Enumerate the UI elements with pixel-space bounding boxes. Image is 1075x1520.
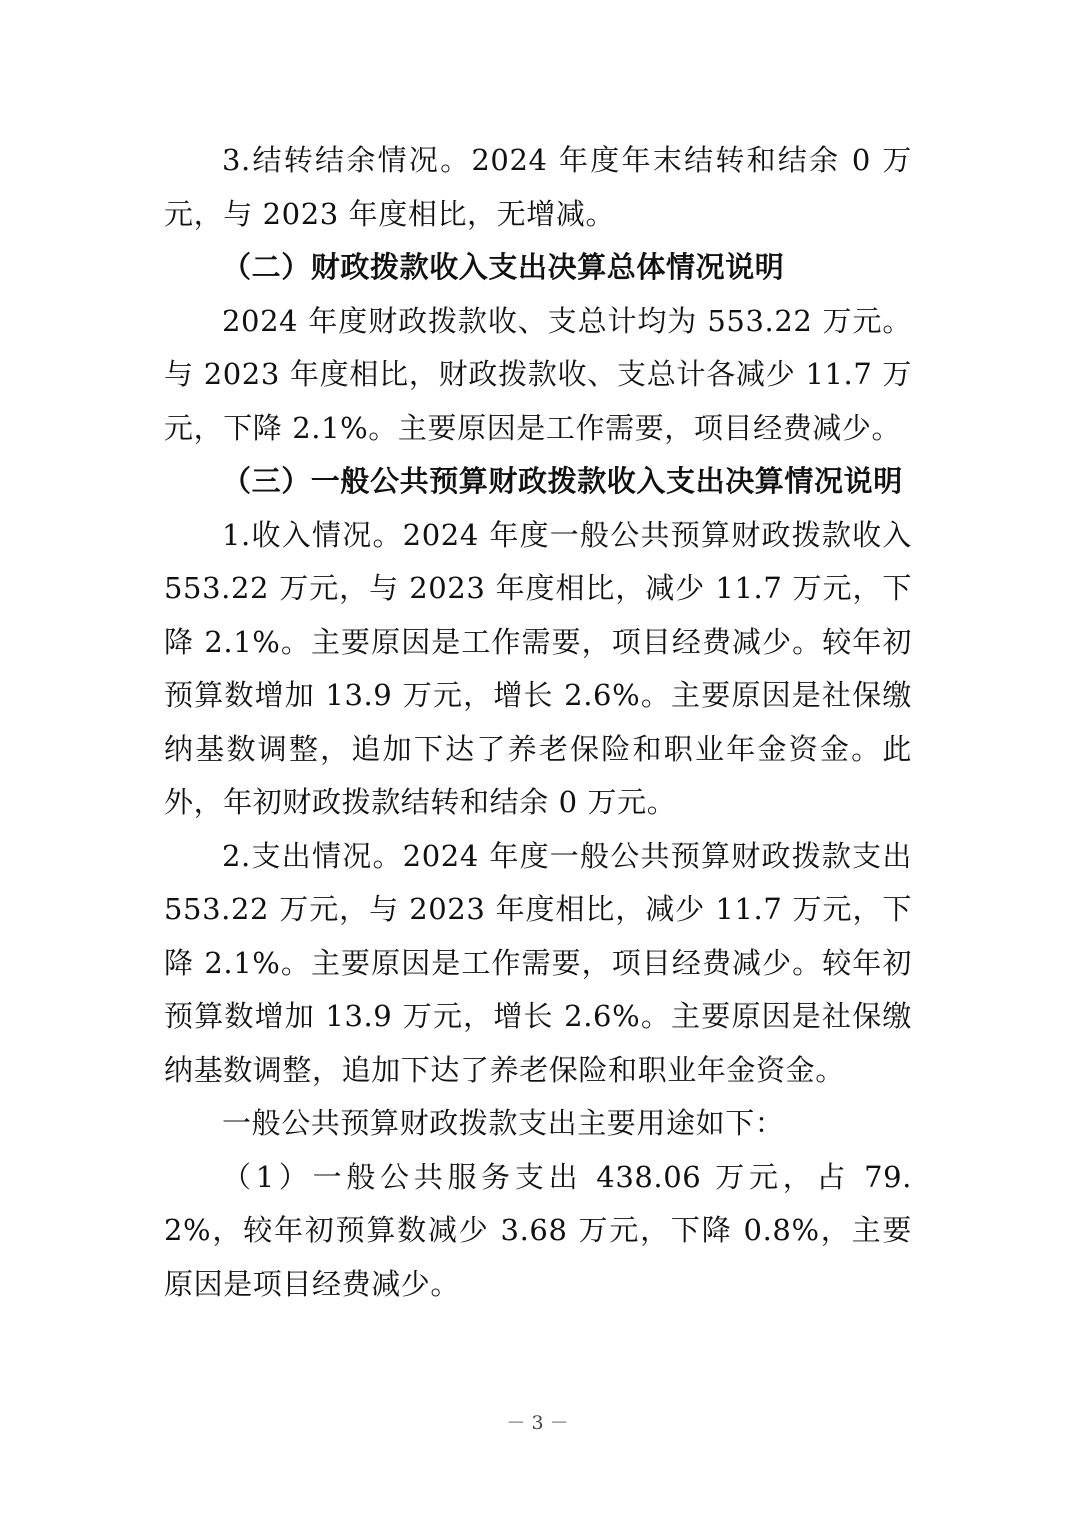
section-heading-general-public-budget: （三）一般公共预算财政拨款收入支出决算情况说明 (222, 464, 903, 498)
paragraph-expenditure: 2.支出情况。2024 年度一般公共预算财政拨款支出 553.22 万元，与 2023 年度相比，减少 11.7 万元，下降 2.1%。主要原因是工作需要，项目经费减少。较年初预算数增加 13.9 万元，增长 2.6%。主要原因是社保缴纳基数调整，追加下达了养老保险和职业年金资金。 (164, 838, 912, 1087)
paragraph-expenditure-uses-intro: 一般公共预算财政拨款支出主要用途如下： (222, 1106, 785, 1140)
page-number: － 3 － (506, 1412, 569, 1434)
document-body (164, 134, 912, 1311)
paragraph-fiscal-appropriation-total: 2024 年度财政拨款收、支总计均为 553.22 万元。与 2023 年度相比，财政拨款收、支总计各减少 11.7 万元，下降 2.1%。主要原因是工作需要，项目经费减少。 (164, 303, 912, 445)
paragraph-public-service-expenditure: （1）一般公共服务支出 438.06 万元，占 79.2%，较年初预算数减少 3.68 万元，下降 0.8%，主要原因是项目经费减少。 (164, 1159, 912, 1301)
section-heading-fiscal-appropriation-overview: （二）财政拨款收入支出决算总体情况说明 (222, 250, 785, 284)
paragraph-income: 1.收入情况。2024 年度一般公共预算财政拨款收入 553.22 万元，与 2023 年度相比，减少 11.7 万元，下降 2.1%。主要原因是工作需要，项目经费减少。较年初预算数增加 13.9 万元，增长 2.6%。主要原因是社保缴纳基数调整，追加下达了养老保险和职业年金资金。此外，年初财政拨款结转和结余 0 万元。 (164, 517, 912, 819)
paragraph-carryover-balance: 3.结转结余情况。2024 年度年末结转和结余 0 万元，与 2023 年度相比，无增减。 (164, 143, 912, 231)
